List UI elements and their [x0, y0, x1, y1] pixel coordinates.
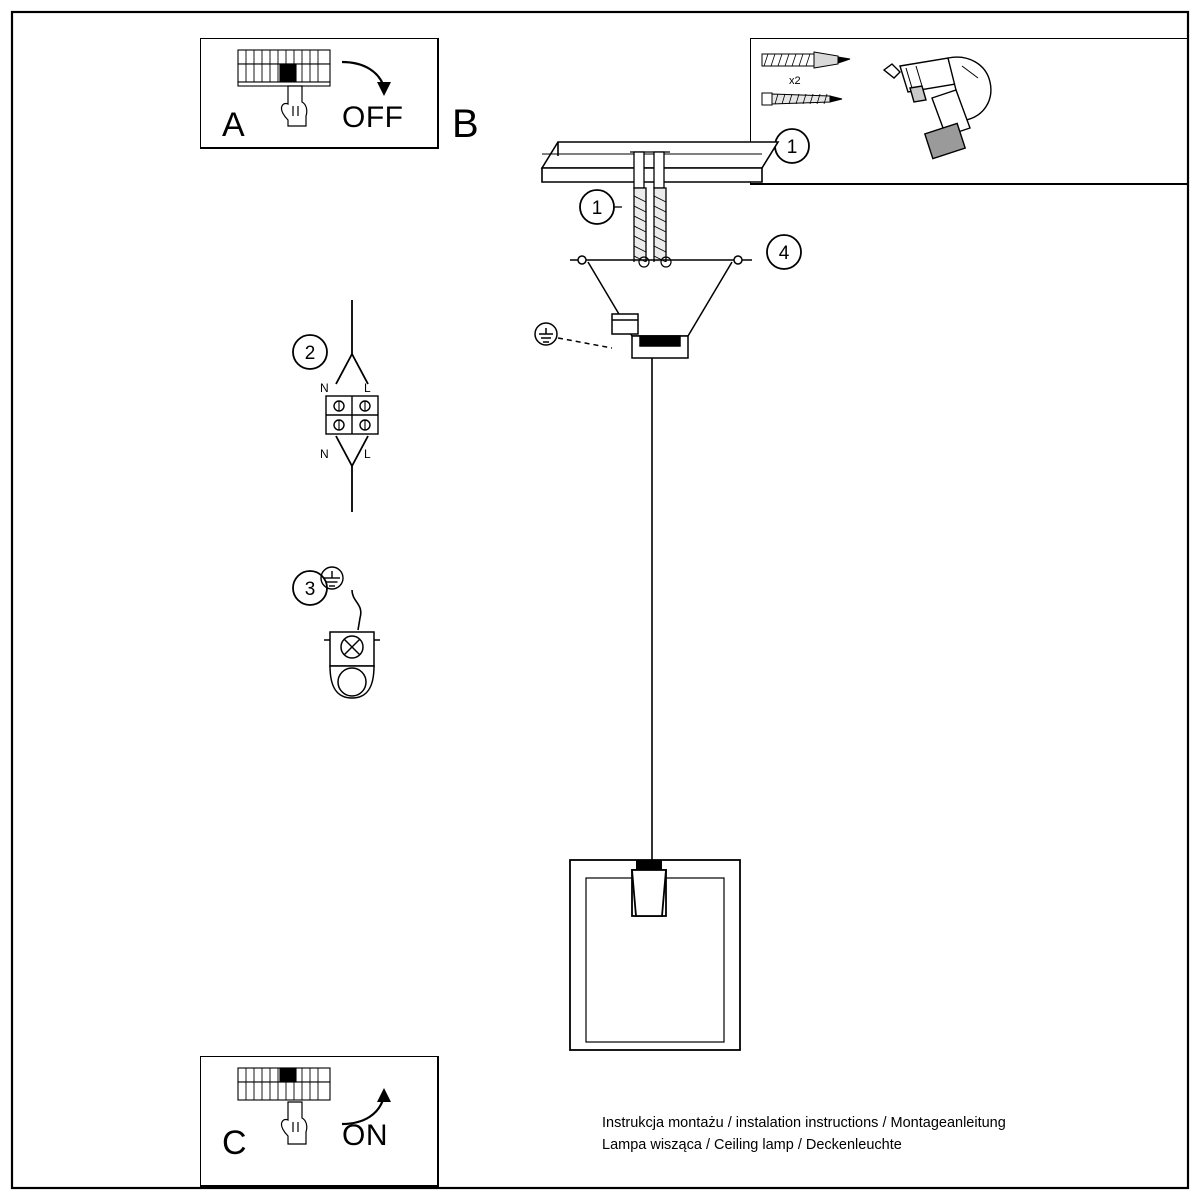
panel-a-label: A	[222, 106, 246, 144]
terminal-label-l-bottom: L	[364, 447, 371, 461]
svg-text:2: 2	[304, 343, 316, 364]
terminal-block-diagram	[310, 296, 400, 516]
power-drill-icon	[870, 44, 1010, 164]
screw-icon	[758, 88, 854, 110]
svg-text:4: 4	[778, 243, 790, 264]
svg-text:1: 1	[591, 198, 603, 219]
curved-arrow-down-icon	[336, 56, 392, 102]
panel-a-state-text: OFF	[342, 101, 404, 134]
suspension-cable	[645, 358, 659, 868]
earth-terminal-diagram	[312, 588, 402, 713]
hand-pointing-icon	[276, 82, 316, 128]
caption-line-2: Lampa wisząca / Ceiling lamp / Deckenleuchte	[602, 1137, 902, 1153]
hand-pointing-icon-c	[276, 1098, 316, 1146]
caption-line-1: Instrukcja montażu / instalation instructions / Montageanleitung	[602, 1115, 1006, 1131]
svg-text:1: 1	[786, 137, 798, 158]
curved-arrow-up-icon	[336, 1082, 392, 1130]
step-4-badge	[762, 230, 806, 274]
wall-plug-icon	[758, 44, 854, 74]
panel-b-label: B	[452, 102, 480, 146]
panel-c-state-text: ON	[342, 1119, 388, 1152]
parts-quantity-label: x2	[789, 75, 801, 87]
terminal-label-n-top: N	[320, 381, 329, 395]
earth-ground-icon-diagram	[528, 320, 638, 360]
lamp-shade	[560, 850, 750, 1060]
terminal-label-l-top: L	[364, 381, 371, 395]
panel-c-label: C	[222, 1124, 248, 1162]
terminal-label-n-bottom: N	[320, 447, 329, 461]
svg-text:3: 3	[304, 579, 316, 600]
step-1-badge	[576, 186, 622, 230]
